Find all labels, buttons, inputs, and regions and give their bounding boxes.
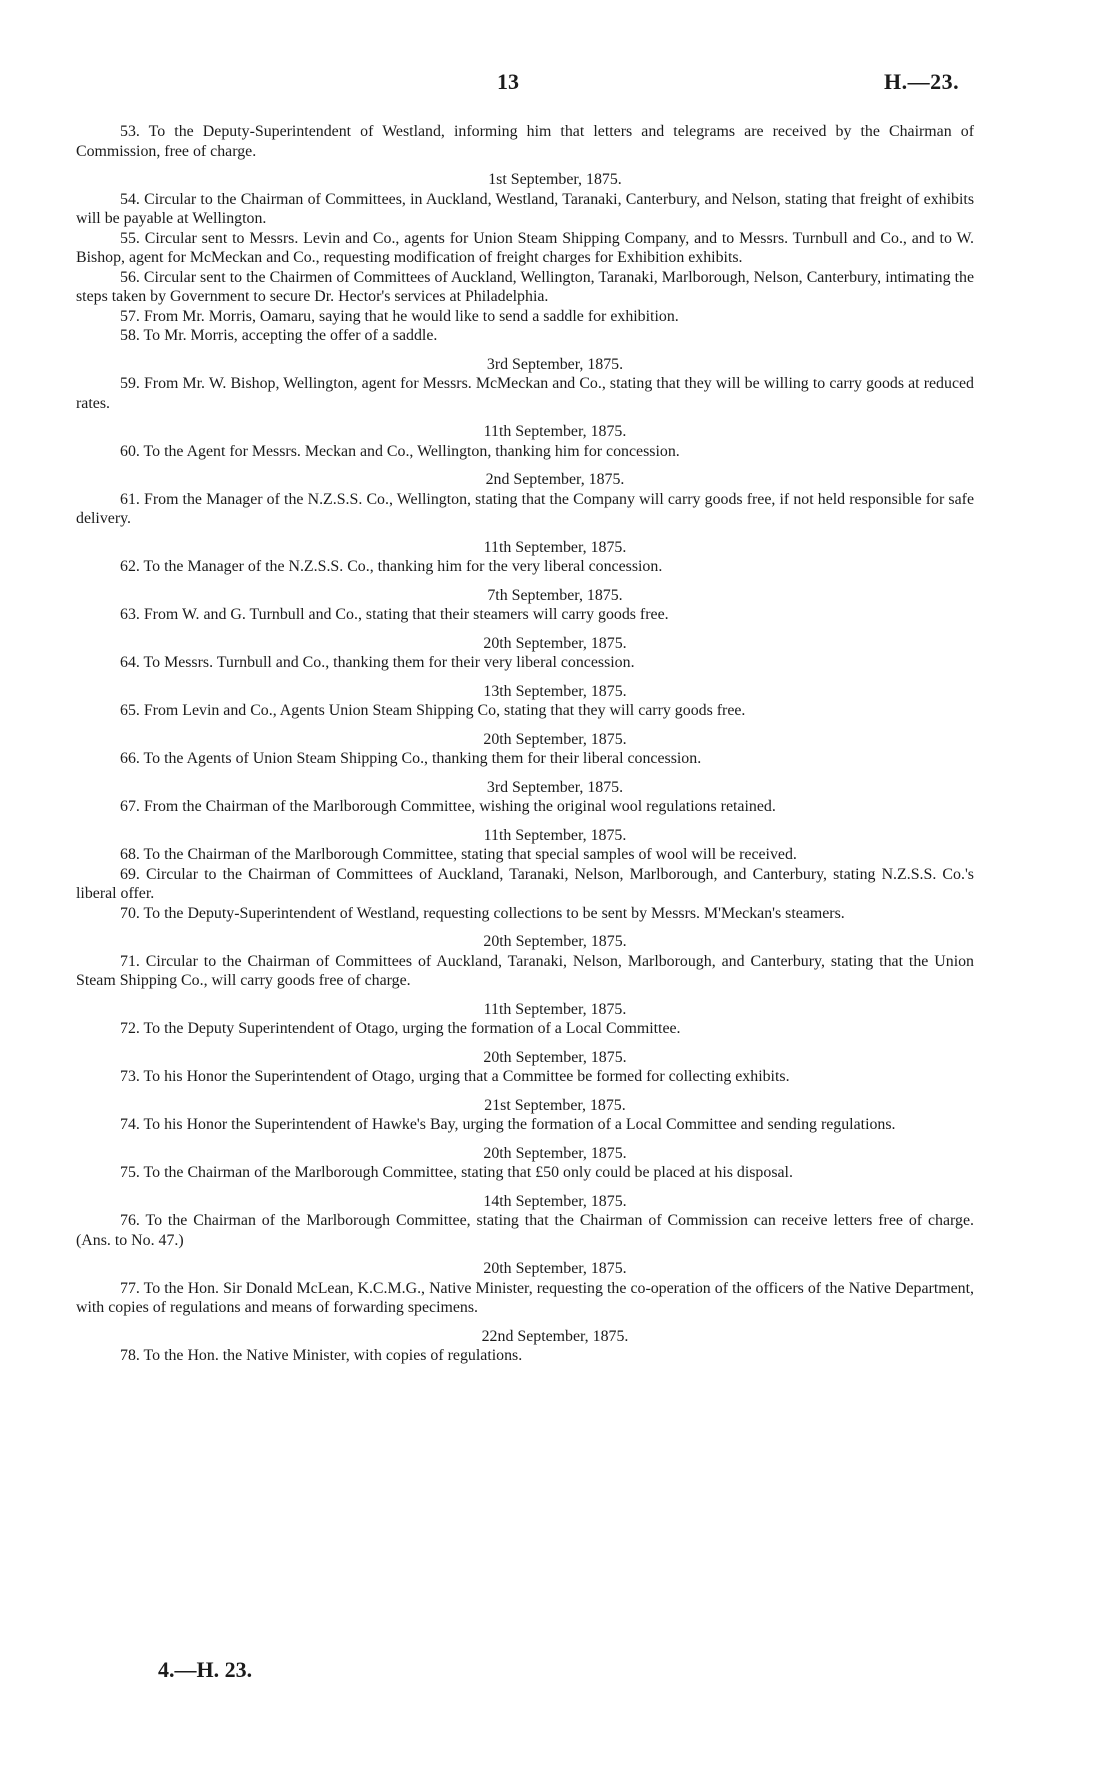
date-heading: 20th September, 1875. [483,1144,627,1162]
date-heading: 22nd September, 1875. [481,1327,629,1345]
date-heading: 20th September, 1875. [483,1260,627,1277]
correspondence-entry: 53. To the Deputy-Superintendent of Westland, informing him that letters and telegrams are received by the Chairman of Commission, free of charge. [76,123,974,160]
printer-signature: 4.—H. 23. [158,1657,253,1682]
correspondence-entry: 68. To the Chairman of the Marlborough Committee, stating that special samples of wool will be received. [120,846,797,863]
correspondence-entry: 57. From Mr. Morris, Oamaru, saying that he would like to send a saddle for exhibition. [120,307,679,325]
correspondence-entry: 63. From W. and G. Turnbull and Co., stating that their steamers will carry goods free. [120,606,669,623]
date-heading: 11th September, 1875. [483,1000,627,1018]
correspondence-entry: 66. To the Agents of Union Steam Shipping Co., thanking them for their liberal concession. [120,750,702,767]
date-heading: 14th September, 1875. [483,1192,627,1210]
correspondence-entry: 54. Circular to the Chairman of Committees, in Auckland, Westland, Taranaki, Canterbury, and Nelson, stating that freight of exhibits will be payable at Wellington. [76,190,974,227]
correspondence-entry: 71. Circular to the Chairman of Committees of Auckland, Taranaki, Nelson, Marlborough, and Canterbury, stating that the Union Steam Shipping Co., will carry goods free of charge. [76,952,974,989]
correspondence-entry: 59. From Mr. W. Bishop, Wellington, agent for Messrs. McMeckan and Co., stating that they will be willing to carry goods at reduced rates. [76,375,974,412]
date-heading: 2nd September, 1875. [485,471,625,488]
correspondence-entry: 60. To the Agent for Messrs. Meckan and Co., Wellington, thanking him for concession. [120,442,680,460]
correspondence-entry: 77. To the Hon. Sir Donald McLean, K.C.M.G., Native Minister, requesting the co-operation of the officers of the Native Department, with copies of regulations and means of forwarding specimens. [76,1279,974,1316]
correspondence-entry: 76. To the Chairman of the Marlborough Committee, stating that the Chairman of Commission can receive letters free of charge. (Ans. to No. 47.) [76,1212,974,1249]
date-heading: 20th September, 1875. [483,1048,627,1066]
correspondence-entry: 56. Circular sent to the Chairmen of Committees of Auckland, Wellington, Taranaki, Marlborough, Nelson, Canterbury, intimating the steps taken by Government to secure Dr. Hector's services at Philadelphia. [76,268,974,305]
date-heading: 7th September, 1875. [487,586,623,604]
date-heading: 1st September, 1875. [488,171,622,188]
date-heading: 20th September, 1875. [483,933,627,950]
date-heading: 20th September, 1875. [483,634,627,652]
correspondence-entry: 64. To Messrs. Turnbull and Co., thanking them for their very liberal concession. [120,654,635,671]
correspondence-entry: 74. To his Honor the Superintendent of Hawke's Bay, urging the formation of a Local Committee and sending regulations. [120,1116,896,1133]
date-heading: 11th September, 1875. [483,538,627,556]
date-heading: 20th September, 1875. [483,730,627,748]
correspondence-entry: 67. From the Chairman of the Marlborough Committee, wishing the original wool regulations retained. [120,798,776,815]
date-heading: 3rd September, 1875. [486,355,624,373]
date-heading: 3rd September, 1875. [486,778,624,796]
correspondence-entry: 69. Circular to the Chairman of Committees of Auckland, Taranaki, Nelson, Marlborough, and Canterbury, stating N.Z.S.S. Co.'s liberal offer. [76,865,974,902]
date-heading: 11th September, 1875. [483,423,627,440]
correspondence-entry: 61. From the Manager of the N.Z.S.S. Co., Wellington, stating that the Company will carry goods free, if not held responsible for safe delivery. [76,490,974,527]
correspondence-entry: 70. To the Deputy-Superintendent of Westland, requesting collections to be sent by Messrs. M'Meckan's steamers. [120,904,845,922]
date-heading: 21st September, 1875. [484,1096,626,1114]
page-number: 13 [497,69,519,94]
correspondence-entry: 72. To the Deputy Superintendent of Otago, urging the formation of a Local Committee. [120,1020,681,1037]
correspondence-entry: 58. To Mr. Morris, accepting the offer of a saddle. [120,327,438,344]
correspondence-entry: 78. To the Hon. the Native Minister, with copies of regulations. [120,1347,523,1364]
correspondence-entry: 75. To the Chairman of the Marlborough Committee, stating that £50 only could be placed at his disposal. [120,1164,793,1181]
correspondence-list [76,122,974,1366]
date-heading: 11th September, 1875. [483,826,627,844]
date-heading: 13th September, 1875. [483,682,627,700]
correspondence-entry: 73. To his Honor the Superintendent of Otago, urging that a Committee be formed for collecting exhibits. [120,1068,790,1085]
correspondence-entry: 65. From Levin and Co., Agents Union Steam Shipping Co, stating that they will carry goods free. [120,702,746,719]
correspondence-entry: 62. To the Manager of the N.Z.S.S. Co., thanking him for the very liberal concession. [120,558,663,575]
paper-reference: H.—23. [884,69,960,94]
correspondence-entry: 55. Circular sent to Messrs. Levin and Co., agents for Union Steam Shipping Company, and to Messrs. Turnbull and Co., and to W. Bishop, agent for McMeckan and Co., requesting modification of freight charges for Exhibition exhibits. [76,229,974,266]
